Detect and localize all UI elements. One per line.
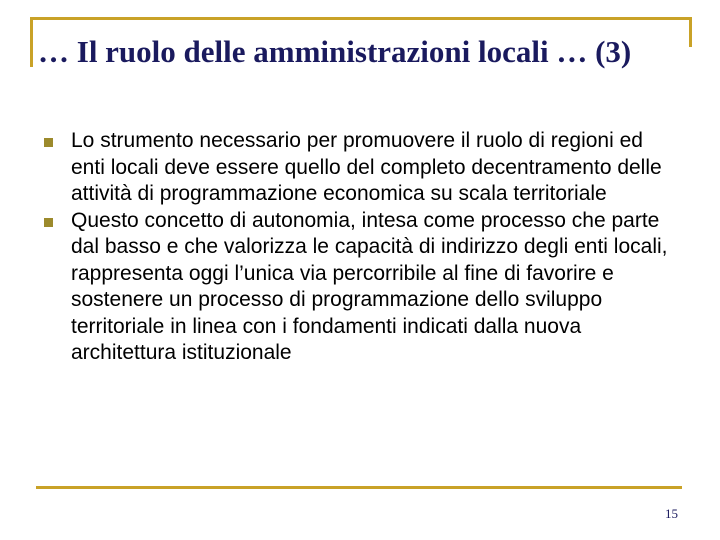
bullet-list	[40, 128, 680, 367]
frame-right-line	[689, 17, 692, 47]
frame-top-line	[30, 17, 692, 20]
frame-left-line	[30, 17, 33, 67]
frame-bottom-line	[36, 486, 682, 489]
square-bullet-icon	[44, 218, 53, 227]
bullet-item	[40, 208, 680, 367]
square-bullet-icon	[44, 138, 53, 147]
slide-title: … Il ruolo delle amministrazioni locali … (3)	[38, 34, 632, 69]
page-number: 15	[665, 506, 678, 521]
bullet-text: Questo concetto di autonomia, intesa come processo che parte dal basso e che valorizza le capacità di indirizzo degli enti locali, rappresenta oggi l’unica via percorribile al fine di favorire e sostenere un processo di programmazione dello sviluppo territoriale in linea con i fondamenti indicati dalla nuova architettura istituzionale	[71, 208, 668, 364]
bullet-item	[40, 128, 680, 208]
bullet-text: Lo strumento necessario per promuovere il ruolo di regioni ed enti locali deve essere quello del completo decentramento delle attività di programmazione economica su scala territoriale	[71, 129, 662, 205]
